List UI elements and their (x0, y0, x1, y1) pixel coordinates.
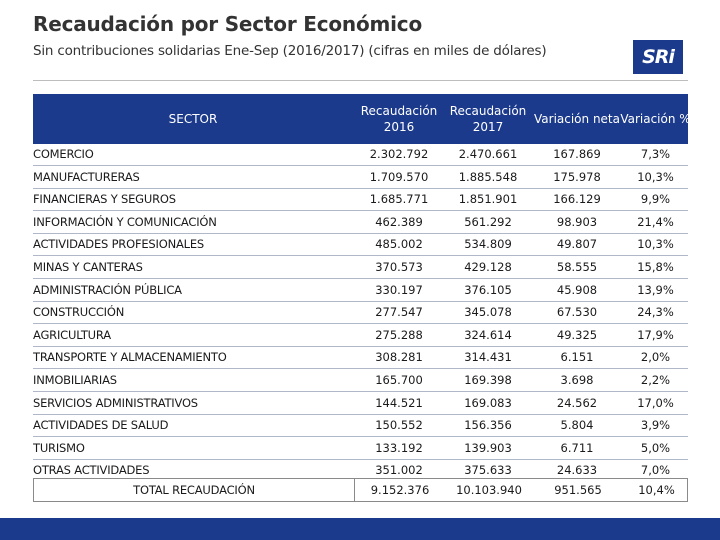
row-sector: FINANCIERAS Y SEGUROS (33, 192, 176, 207)
row-rec-2016: 351.002 (375, 463, 423, 478)
row-rec-2016: 1.685.771 (369, 192, 429, 207)
total-variacion-pct: 10,4% (638, 483, 675, 497)
row-rec-2016: 144.521 (375, 395, 423, 410)
row-variacion-pct: 7,3% (640, 147, 671, 161)
row-rec-2016: 150.552 (375, 418, 423, 433)
sri-logo: SRi (633, 40, 683, 74)
row-variacion-pct: 7,0% (640, 463, 671, 478)
row-sector: MANUFACTURERAS (33, 169, 140, 184)
row-variacion-neta: 98.903 (556, 214, 598, 229)
row-variacion-neta: 6.151 (560, 350, 594, 365)
header-sector: SECTOR (168, 112, 218, 126)
row-variacion-pct: 2,0% (640, 350, 671, 365)
row-variacion-neta: 3.698 (560, 373, 594, 387)
total-rec-2016: 9.152.376 (370, 483, 430, 497)
row-rec-2017: 1.851.901 (458, 192, 518, 207)
row-sector: OTRAS ACTIVIDADES (33, 463, 150, 478)
row-variacion-neta: 24.633 (556, 463, 598, 478)
row-variacion-neta: 58.555 (556, 260, 598, 274)
row-sector: ADMINISTRACIÓN PÚBLICA (33, 282, 182, 297)
row-rec-2017: 169.083 (464, 395, 512, 410)
row-variacion-pct: 21,4% (637, 214, 674, 229)
table-row (33, 347, 688, 369)
header-rec-2016 (353, 94, 445, 144)
row-rec-2016: 133.192 (375, 440, 423, 455)
row-variacion-neta: 45.908 (556, 282, 598, 297)
total-label: TOTAL RECAUDACIÓN (133, 483, 255, 497)
row-rec-2016: 275.288 (375, 327, 423, 342)
row-rec-2016: 277.547 (375, 305, 423, 320)
row-sector: COMERCIO (33, 147, 94, 161)
table-header (33, 94, 691, 144)
header-rec-2017-line1: Recaudación (449, 104, 527, 118)
row-rec-2017: 375.633 (464, 463, 512, 478)
total-row (33, 478, 688, 502)
total-rec-2017: 10.103.940 (456, 483, 522, 497)
row-rec-2016: 1.709.570 (369, 169, 429, 184)
row-variacion-neta: 6.711 (560, 440, 594, 455)
row-variacion-pct: 10,3% (637, 237, 674, 252)
header-rec-2016-line2: 2016 (383, 120, 415, 134)
row-rec-2017: 561.292 (464, 214, 512, 229)
row-rec-2017: 1.885.548 (458, 169, 518, 184)
row-rec-2017: 429.128 (464, 260, 512, 274)
row-rec-2017: 376.105 (464, 282, 512, 297)
table-row (33, 212, 688, 234)
row-rec-2017: 2.470.661 (458, 147, 518, 161)
table-row (33, 415, 688, 437)
header-variacion-neta: Variación neta (534, 112, 620, 126)
row-sector: INFORMACIÓN Y COMUNICACIÓN (33, 214, 217, 229)
row-rec-2016: 165.700 (375, 373, 423, 387)
table-row (33, 280, 688, 302)
row-variacion-pct: 9,9% (640, 192, 671, 207)
table-row (33, 167, 688, 189)
row-sector: MINAS Y CANTERAS (33, 260, 143, 274)
row-variacion-pct: 17,0% (637, 395, 674, 410)
row-rec-2017: 534.809 (464, 237, 512, 252)
row-rec-2016: 370.573 (375, 260, 423, 274)
row-rec-2017: 139.903 (464, 440, 512, 455)
row-sector: CONSTRUCCIÓN (33, 305, 125, 320)
row-rec-2017: 169.398 (464, 373, 512, 387)
row-rec-2017: 345.078 (464, 305, 512, 320)
page-subtitle: Sin contribuciones solidarias Ene-Sep (2016/2017) (cifras en miles de dólares) (33, 43, 547, 59)
table-row (33, 438, 688, 460)
row-variacion-neta: 49.325 (556, 327, 598, 342)
row-variacion-pct: 15,8% (637, 260, 674, 274)
row-sector: TURISMO (33, 440, 85, 455)
header-variacion-pct: Variación % (620, 112, 691, 126)
row-sector: AGRICULTURA (33, 327, 111, 342)
row-rec-2016: 308.281 (375, 350, 423, 365)
row-variacion-pct: 2,2% (640, 373, 671, 387)
row-variacion-neta: 5.804 (560, 418, 594, 433)
header-rec-2017-line2: 2017 (472, 120, 504, 134)
row-variacion-pct: 13,9% (637, 282, 674, 297)
row-variacion-pct: 5,0% (640, 440, 671, 455)
row-sector: TRANSPORTE Y ALMACENAMIENTO (33, 350, 227, 365)
table-row (33, 144, 688, 166)
row-variacion-pct: 17,9% (637, 327, 674, 342)
row-rec-2016: 462.389 (375, 214, 423, 229)
row-sector: ACTIVIDADES DE SALUD (33, 418, 169, 433)
table-row (33, 234, 688, 256)
row-rec-2016: 2.302.792 (369, 147, 429, 161)
footer-bar (0, 518, 720, 540)
row-variacion-neta: 166.129 (553, 192, 601, 207)
table-row (33, 393, 688, 415)
row-variacion-neta: 49.807 (556, 237, 598, 252)
row-variacion-pct: 3,9% (640, 418, 671, 433)
table-row (33, 325, 688, 347)
row-sector: SERVICIOS ADMINISTRATIVOS (33, 395, 198, 410)
title-divider (33, 80, 688, 81)
row-rec-2017: 314.431 (464, 350, 512, 365)
row-rec-2017: 156.356 (464, 418, 512, 433)
row-variacion-pct: 10,3% (637, 169, 674, 184)
row-variacion-pct: 24,3% (637, 305, 674, 320)
row-rec-2016: 330.197 (375, 282, 423, 297)
row-sector: INMOBILIARIAS (33, 373, 117, 387)
row-variacion-neta: 67.530 (556, 305, 598, 320)
row-rec-2017: 324.614 (464, 327, 512, 342)
table-row (33, 189, 688, 211)
row-variacion-neta: 24.562 (556, 395, 598, 410)
row-rec-2016: 485.002 (375, 237, 423, 252)
row-sector: ACTIVIDADES PROFESIONALES (33, 237, 205, 252)
table-row (33, 257, 688, 279)
row-variacion-neta: 175.978 (553, 169, 601, 184)
header-rec-2016-line1: Recaudación (360, 104, 438, 118)
table-row (33, 370, 688, 392)
header-rec-2017 (445, 94, 531, 144)
row-variacion-neta: 167.869 (553, 147, 601, 161)
page-title: Recaudación por Sector Económico (33, 12, 422, 36)
total-variacion-neta: 951.565 (554, 483, 602, 497)
table-row (33, 302, 688, 324)
